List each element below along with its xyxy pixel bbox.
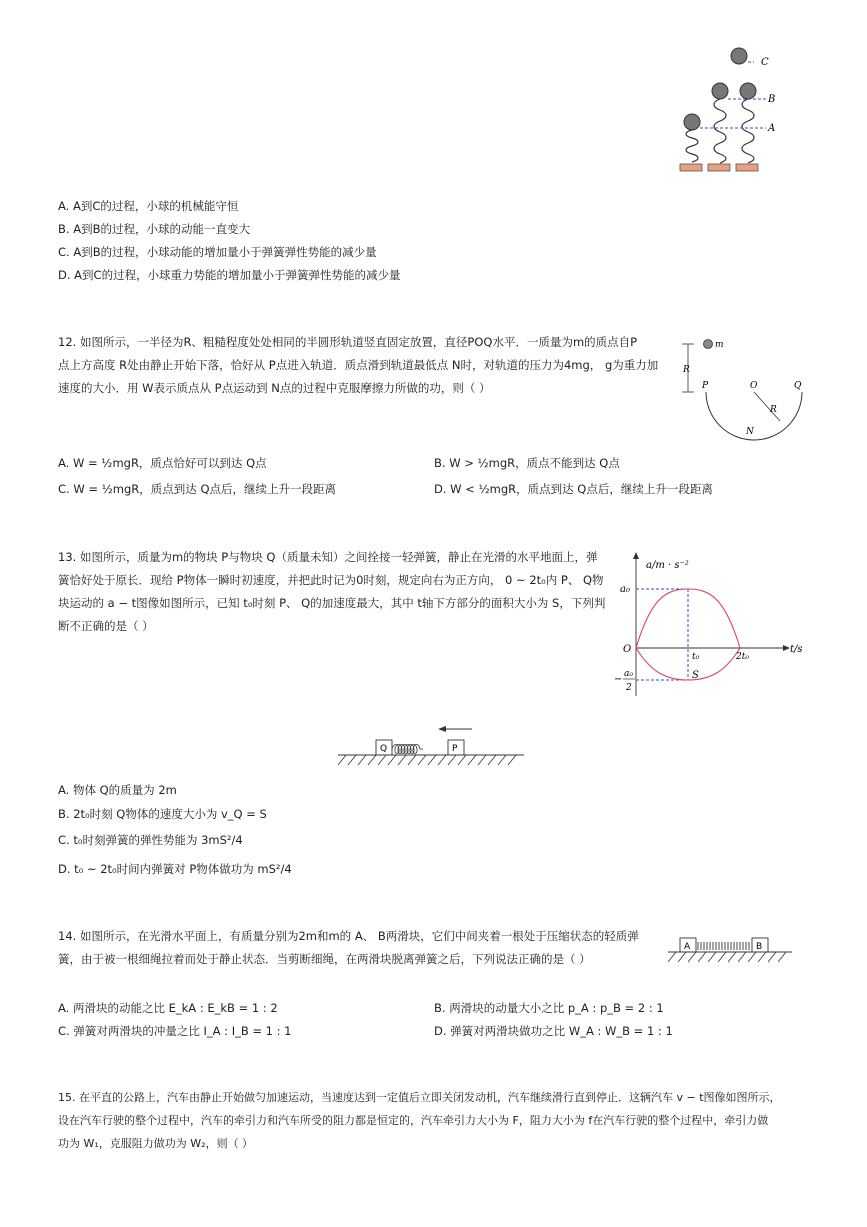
graph-2t0: 2t₀ bbox=[736, 652, 749, 662]
q15-stem-line-1: 15. 在平直的公路上，汽车由静止开始做匀加速运动，当速度达到一定值后立即关闭发动机，汽车继续滑行直到停止．这辆汽车 v − t图像如图所示， bbox=[58, 1091, 781, 1104]
q12-stem-line-1: 12. 如图所示，一半径为R、粗糙程度处处相同的半圆形轨道竖直固定放置，直径POQ水平．一质量为m的质点自P bbox=[58, 335, 638, 349]
label-r-height: R bbox=[683, 365, 690, 375]
q14-option-a: A. 两滑块的动能之比 E_kA : E_kB = 1 : 2 bbox=[58, 1001, 278, 1015]
graph-t0: t₀ bbox=[692, 652, 700, 662]
q13-option-b: B. 2t₀时刻 Q物体的速度大小为 v_Q = S bbox=[58, 807, 267, 821]
q15-stem-line-2: 设在汽车行驶的整个过程中，汽车的牵引力和汽车所受的阻力都是恒定的，汽车牵引力大小为 F，阻力大小为 f在汽车行驶的整个过程中，牵引力做 bbox=[58, 1114, 769, 1127]
q11-option-b: B. A到B的过程，小球的动能一直变大 bbox=[58, 222, 250, 236]
label-p: P bbox=[702, 381, 709, 391]
q12-option-d: D. W < ½mgR，质点到达 Q点后，继续上升一段距离 bbox=[434, 482, 713, 496]
label-o: O bbox=[750, 381, 758, 391]
q14-stem-line-1: 14. 如图所示，在光滑水平面上，有质量分别为2m和m的 A、 B两滑块，它们中间夹着一根处于压缩状态的轻质弹 bbox=[58, 929, 639, 943]
block-q-label: Q bbox=[380, 744, 388, 754]
q14-stem-line-2: 簧，由于被一根细绳拉着而处于静止状态．当剪断细绳，在两滑块脱离弹簧之后，下列说法正确的是（ ） bbox=[58, 952, 591, 966]
q12-stem-line-3: 速度的大小．用 W表示质点从 P点运动到 N点的过程中克服摩擦力所做的功，则（ ） bbox=[58, 381, 491, 395]
q12-option-b: B. W > ½mgR，质点不能到达 Q点 bbox=[434, 456, 620, 470]
q13-option-a: A. 物体 Q的质量为 2m bbox=[58, 783, 177, 797]
q13-option-c: C. t₀时刻弹簧的弹性势能为 3mS²/4 bbox=[58, 833, 243, 847]
label-q: Q bbox=[794, 381, 802, 391]
label-r-radius: R bbox=[770, 405, 777, 415]
q13-blocks-figure bbox=[338, 722, 528, 770]
q11-option-a: A. A到C的过程，小球的机械能守恒 bbox=[58, 199, 239, 213]
graph-neg-a0-num: a₀ bbox=[624, 669, 633, 679]
q14-option-c: C. 弹簧对两滑块的冲量之比 I_A : I_B = 1 : 1 bbox=[58, 1024, 292, 1038]
graph-area-s: S bbox=[692, 670, 699, 681]
q13-stem-line-4: 断不正确的是（ ） bbox=[58, 619, 154, 633]
q13-stem-line-3: 块运动的 a − t图像如图所示，已知 t₀时刻 P、 Q的加速度最大，其中 t轴下方部分的面积大小为 S，下列判 bbox=[58, 596, 606, 610]
q11-option-d: D. A到C的过程，小球重力势能的增加量小于弹簧弹性势能的减少量 bbox=[58, 268, 401, 282]
q14-option-b: B. 两滑块的动量大小之比 p_A : p_B = 2 : 1 bbox=[434, 1001, 664, 1015]
q13-stem-line-2: 簧恰好处于原长．现给 P物体一瞬时初速度，并把此时记为0时刻，规定向右为正方向， 0 ~ 2t₀内 P、 Q物 bbox=[58, 573, 604, 587]
q13-a-t-graph bbox=[606, 548, 806, 700]
q15-stem-line-3: 功为 W₁，克服阻力做功为 W₂，则（ ） bbox=[58, 1137, 254, 1150]
q14-option-d: D. 弹簧对两滑块做功之比 W_A : W_B = 1 : 1 bbox=[434, 1024, 673, 1038]
q12-semicircle-figure bbox=[676, 334, 816, 442]
graph-ylabel: a/m · s⁻² bbox=[646, 560, 689, 571]
q11-option-c: C. A到B的过程，小球动能的增加量小于弹簧弹性势能的减少量 bbox=[58, 245, 377, 259]
q12-option-c: C. W = ½mgR，质点到达 Q点后，继续上升一段距离 bbox=[58, 482, 337, 496]
graph-xlabel: t/s bbox=[790, 644, 803, 655]
label-a: A bbox=[768, 123, 776, 134]
q11-spring-figure bbox=[670, 42, 790, 177]
q13-stem-line-1: 13. 如图所示，质量为m的物块 P与物块 Q（质量未知）之间拴接一轻弹簧，静止在光滑的水平地面上，弹 bbox=[58, 550, 598, 564]
block-a-label: A bbox=[684, 942, 691, 952]
graph-neg-sign: − bbox=[614, 674, 623, 685]
graph-neg-a0-den: 2 bbox=[626, 683, 632, 693]
graph-a0: a₀ bbox=[620, 584, 630, 595]
q14-blocks-figure bbox=[666, 934, 796, 970]
q13-option-d: D. t₀ ~ 2t₀时间内弹簧对 P物体做功为 mS²/4 bbox=[58, 862, 292, 876]
label-c: C bbox=[761, 57, 769, 68]
label-b: B bbox=[768, 94, 776, 105]
q12-option-a: A. W = ½mgR，质点恰好可以到达 Q点 bbox=[58, 456, 267, 470]
q12-stem-line-2: 点上方高度 R处由静止开始下落，恰好从 P点进入轨道．质点滑到轨道最低点 N时，对轨道的压力为4mg， g为重力加 bbox=[58, 358, 659, 372]
graph-origin: O bbox=[623, 644, 632, 655]
block-b-label: B bbox=[756, 942, 763, 952]
block-p-label: P bbox=[452, 744, 458, 754]
label-n: N bbox=[746, 427, 754, 437]
label-m: m bbox=[715, 340, 724, 350]
